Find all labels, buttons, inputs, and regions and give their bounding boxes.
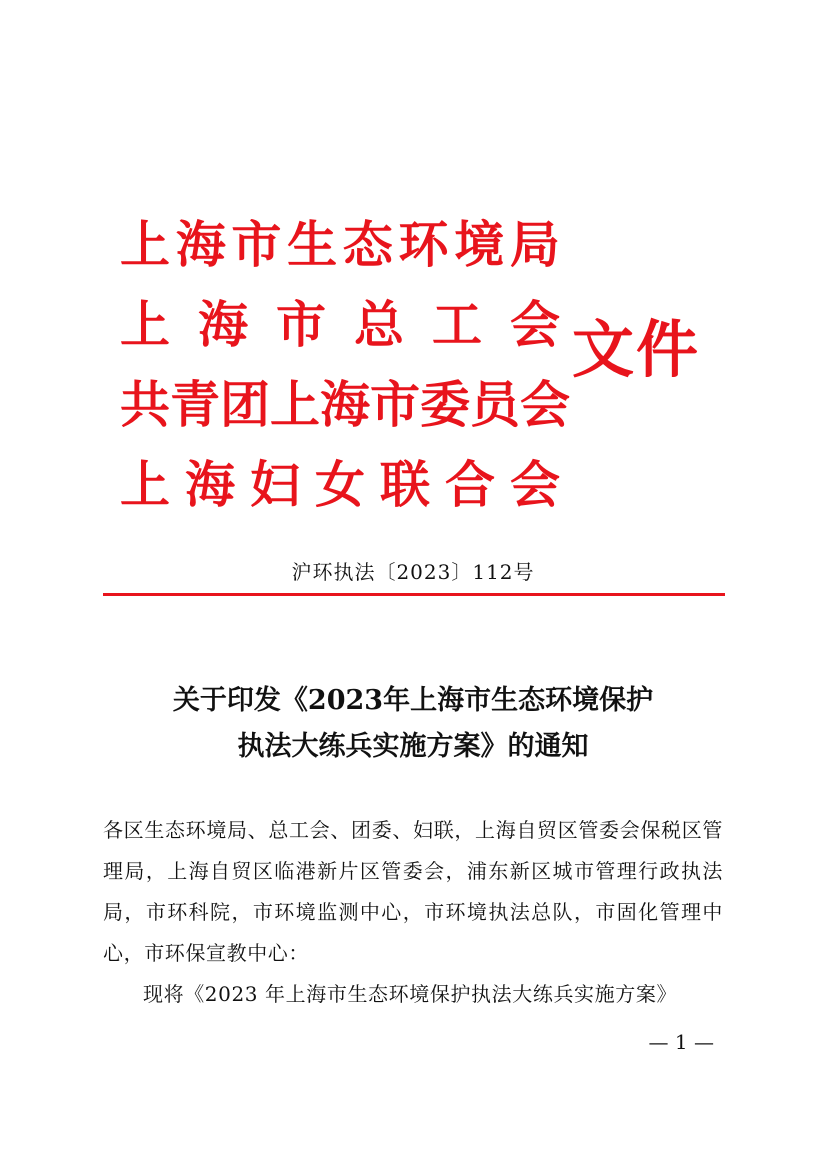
issuer-char: 环 [398, 216, 449, 274]
issuer-block [120, 205, 570, 525]
document-suffix: 文件 [572, 313, 701, 386]
document-body [103, 810, 723, 1015]
title-line: 关于印发《2023年上海市生态环境保护 [172, 685, 654, 716]
page-number: — 1 — [648, 1030, 714, 1054]
title-line: 执法大练兵实施方案》的通知 [237, 731, 589, 762]
issuer-char: 委 [420, 376, 470, 434]
issuer-char: 会 [510, 296, 560, 354]
issuer-char: 上 [270, 376, 320, 434]
document-number: 沪环执法〔2023〕112号 [291, 560, 535, 584]
red-divider [103, 593, 725, 596]
issuer-char: 海 [198, 296, 248, 354]
paragraph: 现将《2023 年上海市生态环境保护执法大练兵实施方案》 [143, 982, 678, 1006]
issuer-char: 上 [120, 216, 170, 274]
issuer-char: 上 [120, 456, 170, 514]
issuer-char: 生 [287, 216, 338, 274]
issuer-char: 共 [120, 376, 170, 434]
issuer-char: 市 [370, 376, 420, 434]
issuer-char: 妇 [250, 456, 300, 514]
issuer-char: 会 [520, 376, 570, 434]
issuer-line [120, 205, 560, 285]
issuer-line [120, 365, 570, 445]
issuer-char: 团 [220, 376, 270, 434]
issuer-char: 工 [432, 296, 482, 354]
issuer-char: 局 [509, 216, 560, 274]
issuer-char: 市 [276, 296, 326, 354]
issuer-char: 海 [185, 456, 235, 514]
issuer-char: 员 [470, 376, 520, 434]
issuer-line [120, 445, 560, 525]
issuer-char: 海 [320, 376, 370, 434]
recipients: 各区生态环境局、总工会、团委、妇联，上海自贸区管委会保税区管理局，上海自贸区临港新片区管委会，浦东新区城市管理行政执法局，市环科院，市环境监测中心，市环境执法总队，市固化管理中心，市环保宣教中心： [103, 818, 723, 965]
issuer-char: 海 [175, 216, 226, 274]
issuer-char: 会 [510, 456, 560, 514]
issuer-char: 上 [120, 296, 170, 354]
issuer-char: 合 [445, 456, 495, 514]
issuer-char: 境 [454, 216, 505, 274]
issuer-char: 总 [354, 296, 404, 354]
issuer-char: 女 [315, 456, 365, 514]
issuer-line [120, 285, 560, 365]
issuer-char: 联 [380, 456, 430, 514]
issuer-char: 市 [231, 216, 282, 274]
document-title [60, 678, 766, 770]
issuer-char: 青 [170, 376, 220, 434]
issuer-char: 态 [342, 216, 393, 274]
